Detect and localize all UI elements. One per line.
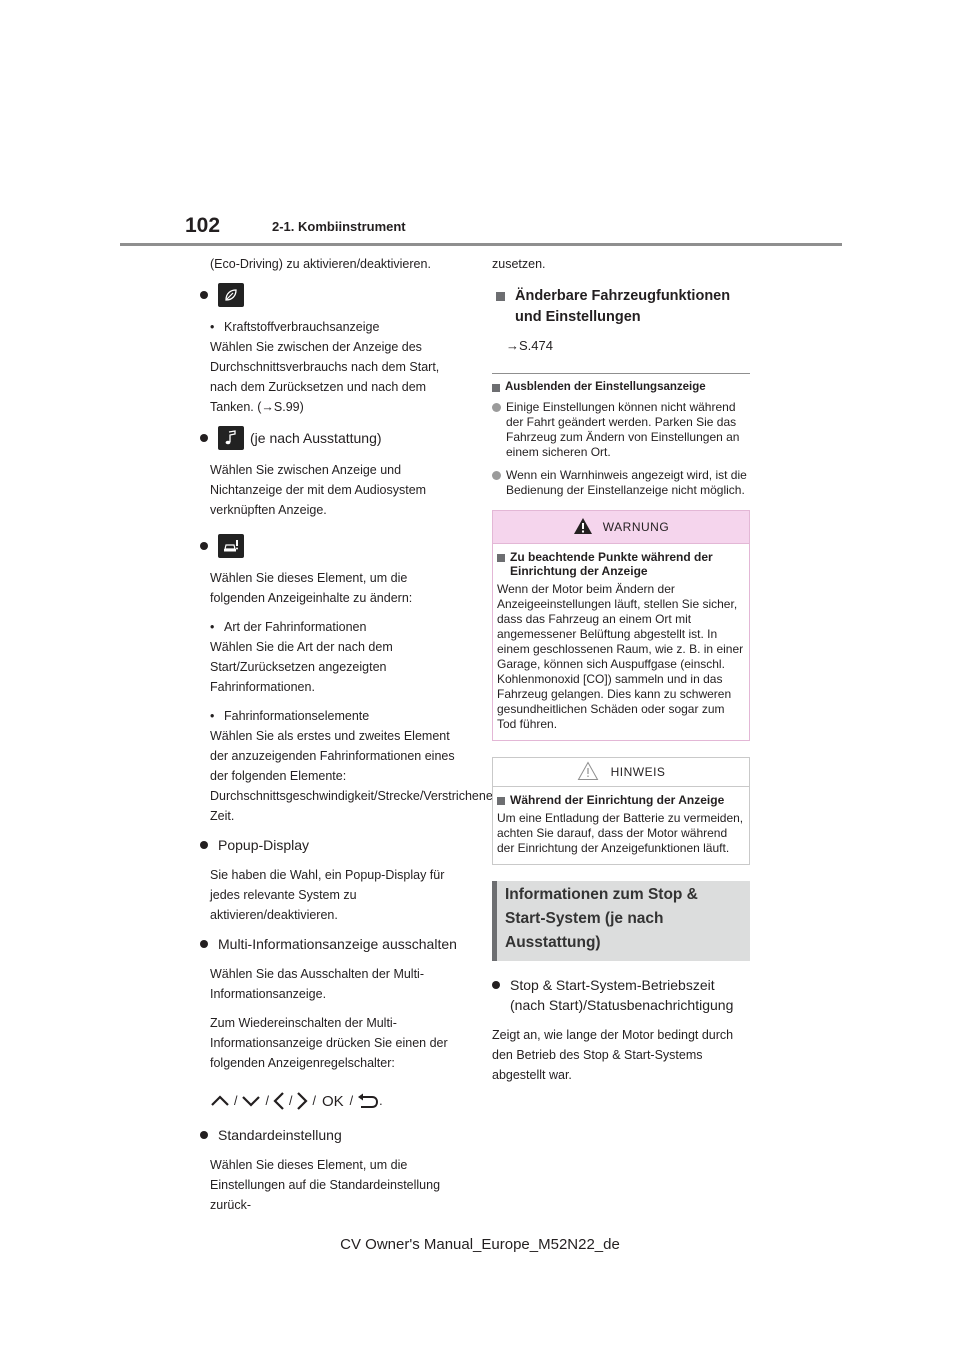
warning-text: Wenn der Motor beim Ändern der Anzeigeeinstellungen läuft, stellen Sie sicher, dass das Fahrzeug an einem Ort mit angemessener Belüftung abgestellt ist. In einem geschlossenen Raum, wie z. B. in einer Garage, können sich Auspuffgase (einschl. Kohlenmonoxid [CO]) sammeln und in das Fahrzeug gelangen. Dies kann zu schweren gesundheitlichen Schäden oder sogar zum Tod führen.: [497, 582, 744, 731]
bullet-dot: [200, 542, 208, 550]
hint-title: HINWEIS: [493, 758, 749, 787]
fuel-sub: • Kraftstoffverbrauchsanzeige: [210, 320, 380, 334]
stop-head: Stop & Start-System-Betriebszeit (nach Start)/Statusbenachrichtigung: [510, 977, 734, 1013]
note-rule: [492, 373, 750, 374]
music-note-icon: [218, 426, 244, 450]
bullet-audio: [198, 426, 465, 450]
heading-square: [496, 292, 505, 301]
hide-heading: Ausblenden der Einstellungsanzeige: [492, 380, 750, 395]
bullet-circle: [492, 403, 501, 412]
bullet-dot: [200, 291, 208, 299]
fuel-text: Wählen Sie zwischen der Anzeige des Durchschnittsverbrauchs nach dem Start, nach dem Zurücksetzen und nach dem Tanken. (→S.99): [210, 340, 440, 414]
stop-text: Zeigt an, wie lange der Motor bedingt durch den Betrieb des Stop & Start-Systems abgestellt war.: [492, 1028, 734, 1082]
right-column: [492, 254, 750, 1094]
info-banner: Informationen zum Stop & Start-System (je nach Ausstattung): [492, 881, 750, 961]
warning-triangle-icon: [577, 761, 611, 784]
multi-head: Multi-Informationsanzeige ausschalten: [218, 936, 457, 952]
changeable-ref: →S.474: [506, 338, 553, 353]
bullet-popup: [198, 835, 465, 855]
chevron-right-icon: [296, 1091, 308, 1111]
chevron-left-icon: [273, 1091, 285, 1111]
audio-text: Wählen Sie zwischen Anzeige und Nichtanzeige der mit dem Audiosystem verknüpften Anzeige.: [210, 463, 427, 517]
warning-title: WARNUNG: [493, 511, 749, 544]
drive-text: Wählen Sie dieses Element, um die folgenden Anzeigeinhalte zu ändern:: [210, 571, 413, 605]
intro-text: (Eco-Driving) zu aktivieren/deaktivieren.: [210, 257, 431, 271]
leaf-icon: [218, 283, 244, 307]
bullet-dot: [200, 434, 208, 442]
back-arrow-icon: [357, 1093, 379, 1109]
bullet-dot: [492, 981, 500, 989]
warning-box: [492, 510, 750, 741]
left-column: [210, 254, 493, 1224]
standard-head: Standardeinstellung: [218, 1127, 342, 1143]
hide-item: Wenn ein Warnhinweis angezeigt wird, ist die Bedienung der Einstellanzeige nicht möglich.: [492, 468, 750, 498]
bullet-multi: [198, 934, 465, 954]
hide-item: Einige Einstellungen können nicht während der Fahrt geändert werden. Parken Sie das Fahrzeug zum Ändern von Einstellungen an einem sicheren Ort.: [492, 400, 750, 460]
bullet-circle: [492, 471, 501, 480]
bullet-eco: [198, 283, 465, 307]
drive-sub1-text: Wählen Sie die Art der nach dem Start/Zurücksetzen angezeigten Fahrinformationen.: [210, 640, 393, 694]
bullet-dot: [200, 940, 208, 948]
audio-suffix: (je nach Ausstattung): [250, 430, 382, 446]
control-buttons-row: / / / / OK / .: [210, 1091, 465, 1111]
multi-text: Wählen Sie das Ausschalten der Multi-Informationsanzeige.: [210, 967, 424, 1001]
footer-text: CV Owner's Manual_Europe_M52N22_de: [340, 1236, 620, 1253]
hint-heading: Während der Einrichtung der Anzeige: [497, 793, 745, 807]
bullet-standard: [198, 1125, 465, 1145]
drive-sub2: • Fahrinformationselemente: [210, 709, 370, 723]
section-title: 2-1. Kombiinstrument: [272, 219, 406, 234]
heading-square: [497, 797, 505, 805]
hint-text: Um eine Entladung der Batterie zu vermeiden, achten Sie darauf, dass der Motor während der Einrichtung der Anzeigefunktionen läuft.: [497, 811, 744, 855]
bullet-drive: [198, 534, 465, 558]
ok-label: OK: [321, 1092, 344, 1110]
continued-text: zusetzen.: [492, 257, 546, 271]
drive-sub1: • Art der Fahrinformationen: [210, 620, 367, 634]
bullet-dot: [200, 1131, 208, 1139]
heading-square: [497, 554, 505, 562]
reactivate-text: Zum Wiedereinschalten der Multi-Informationsanzeige drücken Sie einen der folgenden Anzeigenregelschalter:: [210, 1016, 448, 1070]
chevron-down-icon: [241, 1095, 261, 1107]
bullet-stop: [490, 975, 750, 1015]
vehicle-info-icon: [218, 534, 244, 558]
warning-triangle-icon: [573, 517, 603, 538]
page-number: 102: [185, 214, 221, 237]
hint-box: [492, 757, 750, 865]
popup-text: Sie haben die Wahl, ein Popup-Display für jedes relevante System zu aktivieren/deaktivieren.: [210, 868, 445, 922]
header-rule: [120, 243, 842, 246]
drive-sub2-text: Wählen Sie als erstes und zweites Element der anzuzeigenden Fahrinformationen eines der folgenden Elemente: Durchschnittsgeschwindigkeit/Strecke/Verstrichene Zeit.: [210, 729, 493, 823]
changeable-heading: Änderbare Fahrzeugfunktionen und Einstellungen: [492, 286, 750, 328]
heading-square: [492, 384, 500, 392]
standard-text: Wählen Sie dieses Element, um die Einstellungen auf die Standardeinstellung zurück-: [210, 1158, 441, 1212]
bullet-dot: [200, 841, 208, 849]
warning-heading: Zu beachtende Punkte während der Einrichtung der Anzeige: [497, 550, 745, 578]
popup-head: Popup-Display: [218, 837, 310, 853]
chevron-up-icon: [210, 1095, 230, 1107]
